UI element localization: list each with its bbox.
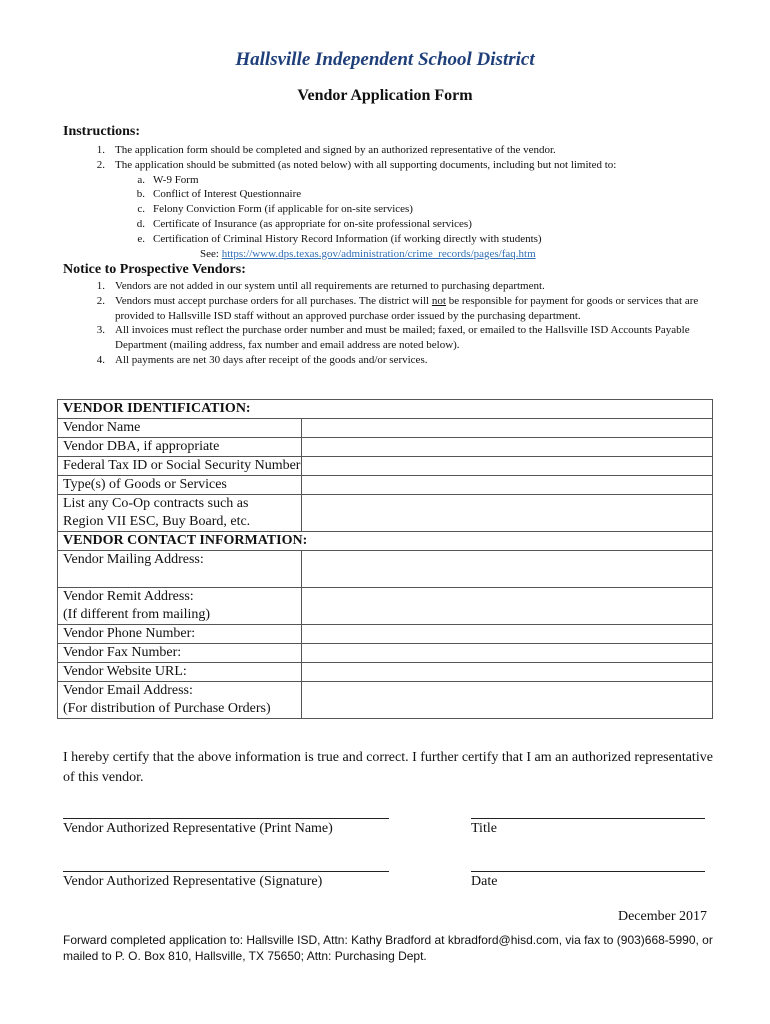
notice-list bbox=[63, 279, 713, 368]
certification-statement: I hereby certify that the above information is true and correct. I further certify that I am an authorized representative of this vendor. bbox=[63, 750, 713, 785]
email-label bbox=[58, 682, 302, 719]
coop-contracts-label bbox=[58, 495, 302, 532]
district-name: Hallsville Independent School District bbox=[235, 49, 535, 70]
vendor-dba-label: Vendor DBA, if appropriate bbox=[58, 438, 302, 457]
coop-label-line1: List any Co-Op contracts such as bbox=[63, 496, 249, 511]
forwarding-instructions: Forward completed application to: Hallsville ISD, Attn: Kathy Bradford at kbradford@hisd.com, via fax to (903)668-5990, or mailed to P. O. Box 810, Hallsville, TX 75650; Attn: Purchasing Dept. bbox=[63, 933, 713, 963]
notice-item bbox=[63, 294, 713, 324]
notice-item bbox=[63, 323, 713, 353]
phone-label: Vendor Phone Number: bbox=[58, 625, 302, 644]
notice-text: All payments are net 30 days after receipt of the goods and/or services. bbox=[115, 353, 428, 366]
form-title: Vendor Application Form bbox=[297, 87, 473, 104]
remit-address-field[interactable] bbox=[302, 588, 713, 625]
item-letter: b. bbox=[136, 188, 145, 201]
notice-heading: Notice to Prospective Vendors: bbox=[63, 262, 246, 277]
remit-label-line2: (If different from mailing) bbox=[63, 607, 211, 622]
website-label: Vendor Website URL: bbox=[58, 663, 302, 682]
item-text: Felony Conviction Form (if applicable for on-site services) bbox=[153, 203, 413, 216]
remit-address-label bbox=[58, 588, 302, 625]
title-label: Title bbox=[471, 821, 497, 836]
website-field[interactable] bbox=[302, 663, 713, 682]
required-document-item bbox=[63, 173, 713, 188]
print-name-line[interactable] bbox=[63, 818, 389, 819]
instruction-number: 2. bbox=[96, 158, 105, 171]
tax-id-field[interactable] bbox=[302, 457, 713, 476]
instructions-heading: Instructions: bbox=[63, 124, 141, 139]
required-document-item bbox=[63, 217, 713, 232]
notice-text: All invoices must reflect the purchase order number and must be mailed; faxed, or emailed to the Hallsville ISD Accounts Payable Department (mailing address, fax number and email address are noted below). bbox=[115, 324, 690, 352]
email-label-line1: Vendor Email Address: bbox=[63, 683, 193, 698]
coop-label-line2: Region VII ESC, Buy Board, etc. bbox=[63, 514, 251, 529]
instruction-text: The application should be submitted (as noted below) with all supporting documents, including but not limited to: bbox=[115, 158, 617, 171]
item-text: Certification of Criminal History Record Information (if working directly with students) bbox=[153, 232, 542, 245]
vendor-contact-heading: VENDOR CONTACT INFORMATION: bbox=[58, 532, 713, 551]
goods-services-label: Type(s) of Goods or Services bbox=[58, 476, 302, 495]
see-reference bbox=[63, 247, 713, 262]
emphasis-not: not bbox=[431, 294, 446, 307]
instruction-number: 1. bbox=[96, 144, 105, 156]
notice-text-start: Vendors must accept purchase orders for all purchases. The district will bbox=[115, 294, 432, 307]
mailing-address-label: Vendor Mailing Address: bbox=[58, 551, 302, 588]
see-label: See: bbox=[200, 247, 219, 260]
item-text: Certificate of Insurance (as appropriate for on-site professional services) bbox=[153, 217, 472, 230]
phone-field[interactable] bbox=[302, 625, 713, 644]
coop-contracts-field[interactable] bbox=[302, 495, 713, 532]
notice-text: Vendors are not added in our system until all requirements are returned to purchasing department. bbox=[115, 280, 545, 292]
date-label: Date bbox=[471, 874, 498, 889]
fax-label: Vendor Fax Number: bbox=[58, 644, 302, 663]
dps-faq-link[interactable]: https://www.dps.texas.gov/administration/crime_records/pages/faq.htm bbox=[221, 247, 536, 260]
instruction-text: The application form should be completed and signed by an authorized representative of the vendor. bbox=[115, 144, 556, 156]
notice-number: 1. bbox=[96, 280, 105, 292]
vendor-name-label: Vendor Name bbox=[58, 419, 302, 438]
vendor-dba-field[interactable] bbox=[302, 438, 713, 457]
instruction-item bbox=[63, 158, 713, 173]
item-text: W-9 Form bbox=[153, 173, 199, 186]
item-letter: c. bbox=[137, 203, 145, 216]
goods-services-field[interactable] bbox=[302, 476, 713, 495]
item-letter: a. bbox=[137, 173, 145, 186]
fax-field[interactable] bbox=[302, 644, 713, 663]
signature-line[interactable] bbox=[63, 871, 389, 872]
print-name-label: Vendor Authorized Representative (Print Name) bbox=[63, 821, 333, 836]
notice-number: 3. bbox=[96, 324, 105, 337]
item-letter: d. bbox=[136, 217, 145, 230]
instructions-list bbox=[63, 143, 713, 261]
instruction-item bbox=[63, 143, 713, 158]
item-letter: e. bbox=[137, 232, 145, 245]
notice-number: 2. bbox=[96, 294, 105, 307]
mailing-address-field[interactable] bbox=[302, 551, 713, 588]
revision-date: December 2017 bbox=[617, 909, 707, 924]
notice-text-end: be responsible for payment for goods or services that are provided to Hallsville ISD staff without an approved purchase order issued by the purchasing department. bbox=[115, 294, 699, 322]
notice-number: 4. bbox=[96, 353, 105, 366]
email-label-line2: (For distribution of Purchase Orders) bbox=[63, 701, 271, 716]
email-field[interactable] bbox=[302, 682, 713, 719]
signature-label: Vendor Authorized Representative (Signature) bbox=[63, 874, 323, 889]
required-document-item bbox=[63, 202, 713, 217]
title-line[interactable] bbox=[471, 818, 705, 819]
remit-label-line1: Vendor Remit Address: bbox=[63, 589, 194, 604]
tax-id-label: Federal Tax ID or Social Security Number bbox=[58, 457, 302, 476]
date-line[interactable] bbox=[471, 871, 705, 872]
notice-text bbox=[115, 294, 713, 324]
vendor-identification-heading: VENDOR IDENTIFICATION: bbox=[58, 400, 713, 419]
required-document-item bbox=[63, 187, 713, 202]
required-document-item bbox=[63, 232, 713, 247]
vendor-name-field[interactable] bbox=[302, 419, 713, 438]
notice-item bbox=[63, 279, 713, 294]
item-text: Conflict of Interest Questionnaire bbox=[153, 188, 302, 201]
vendor-info-table bbox=[57, 399, 713, 719]
notice-item bbox=[63, 353, 713, 368]
